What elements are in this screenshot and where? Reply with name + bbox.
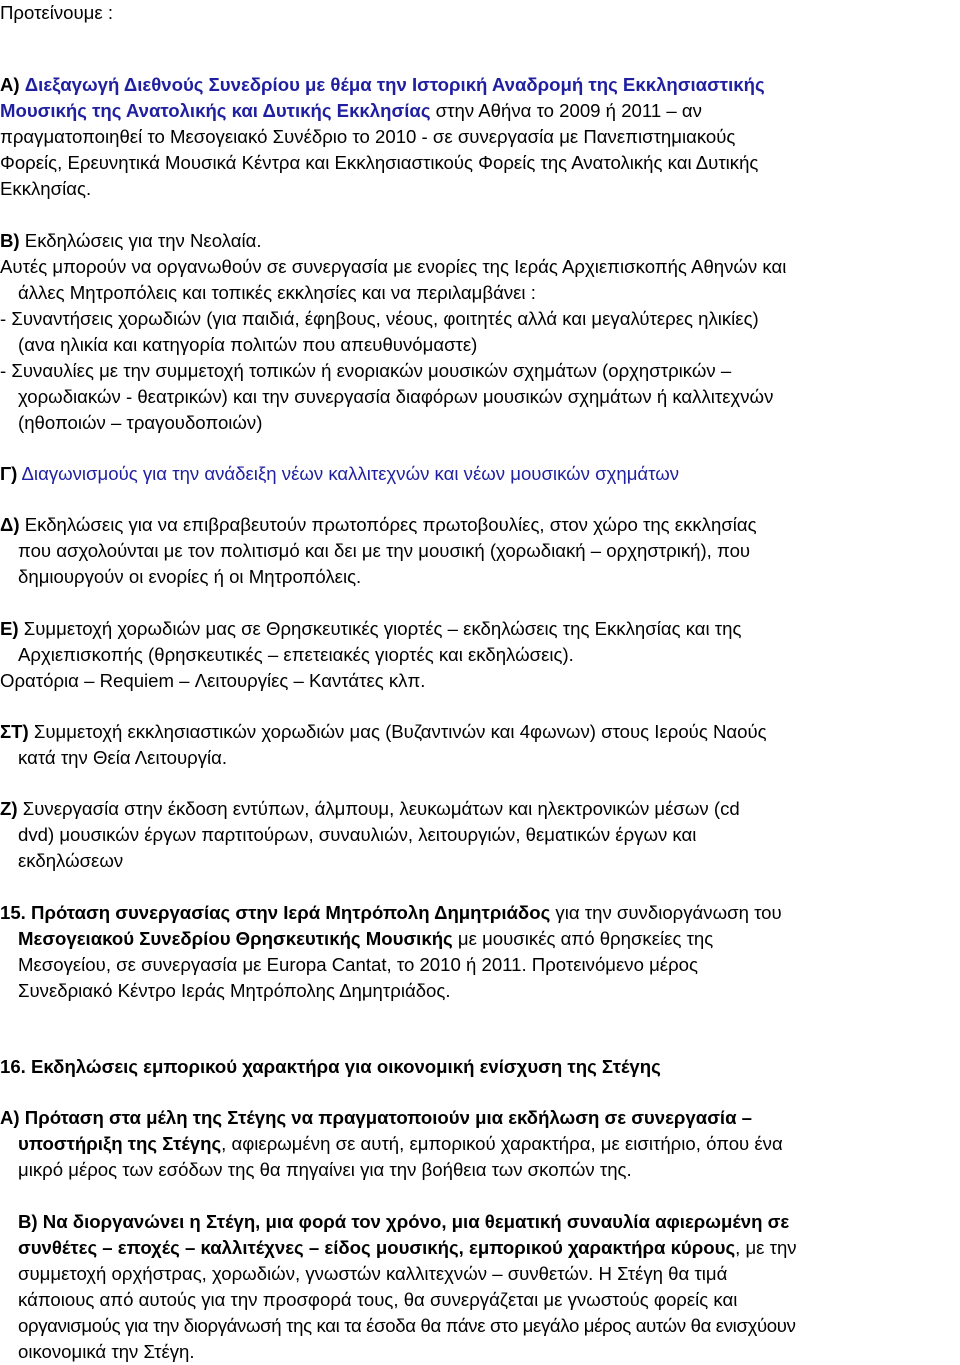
- section-15-rest-2: με μουσικές από θρησκείες της: [457, 928, 714, 949]
- section-st-line: κατά την Θεία Λειτουργία.: [18, 747, 228, 768]
- section-e-line-1: [0, 618, 741, 640]
- section-b-line: - Συναντήσεις χορωδιών (για παιδιά, έφηβους, νέους, φοιτητές αλλά και μεγαλύτερες ηλικίες): [0, 308, 759, 329]
- section-16-heading: 16. Εκδηλώσεις εμπορικού χαρακτήρα για οικονομική ενίσχυση της Στέγης: [0, 1056, 661, 1077]
- section-a-line-1: [0, 74, 765, 96]
- section-16-b-line-4: κάποιους από αυτούς για την προσφορά τους, θα συνεργάζεται με γνωστούς φορείς και: [18, 1289, 738, 1310]
- section-b-line: - Συναυλίες με την συμμετοχή τοπικών ή ενοριακών μουσικών σχημάτων (ορχηστρικών –: [0, 360, 732, 381]
- section-16-b-line-1: Β) Να διοργανώνει η Στέγη, μια φορά τον χρόνο, μια θεματική συναυλία αφιερωμένη σε: [18, 1211, 790, 1232]
- section-b-line: (ηθοποιών – τραγουδοποιών): [18, 412, 263, 433]
- section-b-line: άλλες Μητροπόλεις και τοπικές εκκλησίες και να περιλαμβάνει :: [18, 282, 536, 303]
- section-z-text-1: Συνεργασία στην έκδοση εντύπων, άλμπουμ, λευκωμάτων και ηλεκτρονικών μέσων (cd: [22, 798, 740, 819]
- section-16-a-line-2: [18, 1133, 783, 1155]
- section-a-line-3: πραγματοποιηθεί το Μεσογειακό Συνέδριο το 2010 - σε συνεργασία με Πανεπιστημιακούς: [0, 126, 736, 147]
- section-e-text-1: Συμμετοχή χορωδιών μας σε Θρησκευτικές γιορτές – εκδηλώσεις της Εκκλησίας και της: [23, 618, 742, 639]
- intro-text: Προτείνουμε :: [0, 2, 113, 23]
- section-b-title: Εκδηλώσεις για την Νεολαία.: [24, 230, 262, 251]
- section-16-a-bold: υποστήριξη της Στέγης: [18, 1133, 222, 1154]
- section-a-title-2: Μουσικής της Ανατολικής και Δυτικής Εκκλησίας: [0, 100, 431, 121]
- section-st-text-1: Συμμετοχή εκκλησιαστικών χορωδιών μας (Βυζαντινών και 4φωνων) στους Ιερούς Ναούς: [33, 721, 767, 742]
- section-16-a-line-3: μικρό μέρος των εσόδων της θα πηγαίνει για την βοήθεια των σκοπών της.: [18, 1159, 632, 1180]
- section-15-line-1: [0, 902, 782, 924]
- section-b-line: (ανα ηλικία και κατηγορία πολιτών που απευθυνόμαστε): [18, 334, 478, 355]
- section-d-line-1: [0, 514, 757, 536]
- section-15-conference: Μεσογειακού Συνεδρίου Θρησκευτικής Μουσικής: [18, 928, 453, 949]
- section-z-line: εκδηλώσεων: [18, 850, 124, 871]
- section-16-b-line-3: συμμετοχή ορχήστρας, χορωδιών, γνωστών καλλιτεχνών – συνθετών. Η Στέγη θα τιμά: [18, 1263, 728, 1284]
- section-16-a-rest: , αφιερωμένη σε αυτή, εμπορικού χαρακτήρα, με εισιτήριο, όπου ένα: [221, 1133, 783, 1154]
- section-16-b-line-6: οικονομικά την Στέγη.: [18, 1341, 195, 1362]
- section-d-line: δημιουργούν οι ενορίες ή οι Μητροπόλεις.: [18, 566, 362, 587]
- section-16-b-line-5: οργανισμούς για την διοργάνωσή της και τα έσοδα θα πάνε στο μεγάλο μέρος αυτών θα ενισχύουν: [18, 1315, 796, 1336]
- section-st-label: ΣΤ): [0, 721, 29, 742]
- section-15-line-4: Συνεδριακό Κέντρο Ιεράς Μητρόπολης Δημητριάδος.: [18, 980, 451, 1001]
- section-16-b-bold: συνθέτες – εποχές – καλλιτέχνες – είδος μουσικής, εμπορικού χαρακτήρα κύρους: [18, 1237, 736, 1258]
- section-a-label: Α): [0, 74, 20, 95]
- section-z-line: dvd) μουσικών έργων παρτιτούρων, συναυλιών, λειτουργιών, θεματικών έργων και: [18, 824, 697, 845]
- section-b-heading: [0, 230, 262, 252]
- section-d-label: Δ): [0, 514, 20, 535]
- section-e-line: Αρχιεπισκοπής (θρησκευτικές – επετειακές γιορτές και εκδηλώσεις).: [18, 644, 574, 665]
- section-16-b-line-2: [18, 1237, 797, 1259]
- section-16-a-line-1: Α) Πρόταση στα μέλη της Στέγης να πραγματοποιούν μια εκδήλωση σε συνεργασία –: [0, 1107, 753, 1128]
- section-g-label: Γ): [0, 463, 18, 484]
- section-e-line: Ορατόρια – Requiem – Λειτουργίες – Καντάτες κλπ.: [0, 670, 426, 691]
- section-15-title: 15. Πρόταση συνεργασίας στην Ιερά Μητρόπολη Δημητριάδος: [0, 902, 551, 923]
- section-a-line-2: [0, 100, 702, 122]
- section-g-text: Διαγωνισμούς για την ανάδειξη νέων καλλιτεχνών και νέων μουσικών σχημάτων: [21, 463, 680, 484]
- section-15-line-3: Μεσογείου, σε συνεργασία με Europa Cantat, το 2010 ή 2011. Προτεινόμενο μέρος: [18, 954, 698, 975]
- section-d-text-1: Εκδηλώσεις για να επιβραβευτούν πρωτοπόρες πρωτοβουλίες, στον χώρο της εκκλησίας: [24, 514, 757, 535]
- section-g: [0, 463, 679, 485]
- section-st-line-1: [0, 721, 767, 743]
- section-15-line-2: [18, 928, 713, 950]
- section-d-line: που ασχολούνται με τον πολιτισμό και δει με την μουσική (χορωδιακή – ορχηστρική), που: [18, 540, 751, 561]
- section-a-title-1: Διεξαγωγή Διεθνούς Συνεδρίου με θέμα την Ιστορική Αναδρομή της Εκκλησιαστικής: [24, 74, 765, 95]
- section-a-line-4: Φορείς, Ερευνητικά Μουσικά Κέντρα και Εκκλησιαστικούς Φορείς της Ανατολικής και Δυτικής: [0, 152, 759, 173]
- section-b-line: χορωδιακών - θεατρικών) και την συνεργασία διαφόρων μουσικών σχημάτων ή καλλιτεχνών: [18, 386, 774, 407]
- section-z-line-1: [0, 798, 740, 820]
- section-a-line2-rest: στην Αθήνα το 2009 ή 2011 – αν: [435, 100, 702, 121]
- section-e-label: Ε): [0, 618, 19, 639]
- section-b-line: Αυτές μπορούν να οργανωθούν σε συνεργασία με ενορίες της Ιεράς Αρχιεπισκοπής Αθηνών και: [0, 256, 787, 277]
- section-16-b-rest: , με την: [735, 1237, 797, 1258]
- section-15-rest-1: για την συνδιοργάνωση του: [555, 902, 782, 923]
- section-b-label: Β): [0, 230, 20, 251]
- section-a-line-5: Εκκλησίας.: [0, 178, 92, 199]
- section-z-label: Ζ): [0, 798, 18, 819]
